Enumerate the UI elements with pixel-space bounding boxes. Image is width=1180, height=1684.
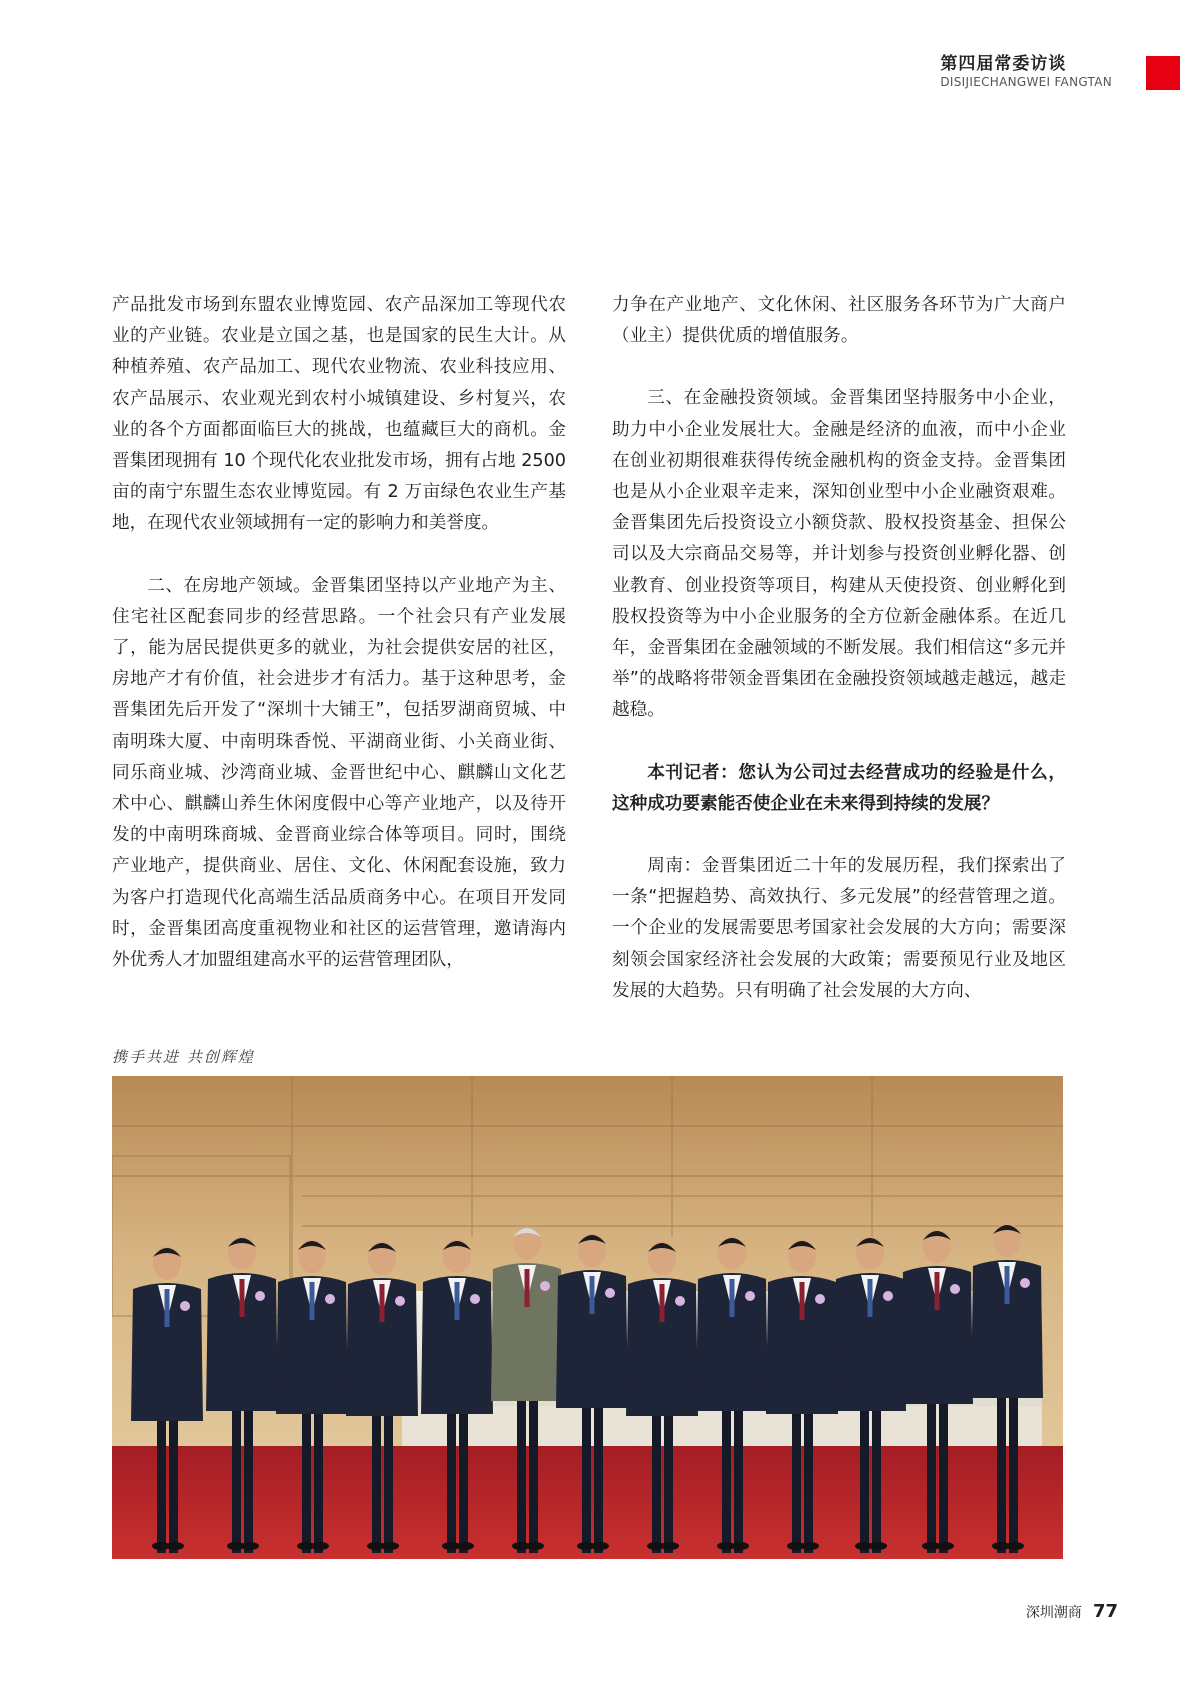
- section-header-text: [940, 54, 1112, 90]
- section-subtitle: DISIJIECHANGWEI FANGTAN: [940, 75, 1112, 89]
- paragraph: 力争在产业地产、文化休闲、社区服务各环节为广大商户（业主）提供优质的增值服务。: [612, 295, 1066, 347]
- paragraph: 三、在金融投资领域。金晋集团坚持服务中小企业，助力中小企业发展壮大。金融是经济的血液，而中小企业在创业初期很难获得传统金融机构的资金支持。金晋集团也是从小企业艰辛走来，深知创业型中小企业融资艰难。金晋集团先后投资设立小额贷款、股权投资基金、担保公司以及大宗商品交易等，并计划参与投资创业孵化器、创业教育、创业投资等项目，构建从天使投资、创业孵化到股权投资等为中小企业服务的全方位新金融体系。在近几年，金晋集团在金融领域的不断发展。我们相信这“多元并举”的战略将带领金晋集团在金融投资领域越走越远，越走越稳。: [612, 388, 1066, 721]
- page-number: 77: [1092, 1601, 1118, 1622]
- article-left-column: [112, 290, 566, 976]
- section-color-block: [1146, 56, 1180, 90]
- article-right-column: [612, 290, 1066, 1007]
- magazine-name: 深圳潮商: [1025, 1605, 1082, 1621]
- interview-answer: 周南：金晋集团近二十年的发展历程，我们探索出了一条“把握趋势、高效执行、多元发展”的经营管理之道。一个企业的发展需要思考国家社会发展的大方向；需要深刻领会国家经济社会发展的大政策；需要预见行业及地区发展的大趋势。只有明确了社会发展的大方向、: [612, 856, 1066, 1001]
- paragraph: 二、在房地产领域。金晋集团坚持以产业地产为主、住宅社区配套同步的经营思路。一个社会只有产业发展了，能为居民提供更多的就业，为社会提供安居的社区，房地产才有价值，社会进步才有活力。基于这种思考，金晋集团先后开发了“深圳十大铺王”，包括罗湖商贸城、中南明珠大厦、中南明珠香悦、平湖商业街、小关商业街、同乐商业城、沙湾商业城、金晋世纪中心、麒麟山文化艺术中心、麒麟山养生休闲度假中心等产业地产，以及待开发的中南明珠商城、金晋商业综合体等项目。同时，围绕产业地产，提供商业、居住、文化、休闲配套设施，致力为客户打造现代化高端生活品质商务中心。在项目开发同时，金晋集团高度重视物业和社区的运营管理，邀请海内外优秀人才加盟组建高水平的运营管理团队，: [112, 575, 566, 971]
- section-title: 第四届常委访谈: [940, 54, 1067, 74]
- interview-question: 本刊记者：您认为公司过去经营成功的经验是什么，这种成功要素能否使企业在未来得到持续的发展？: [612, 762, 1066, 814]
- paragraph: 产品批发市场到东盟农业博览园、农产品深加工等现代农业的产业链。农业是立国之基，也是国家的民生大计。从种植养殖、农产品加工、现代农业物流、农业科技应用、农产品展示、农业观光到农村小城镇建设、乡村复兴，农业的各个方面都面临巨大的挑战，也蕴藏巨大的商机。金晋集团现拥有 10 个现代化农业批发市场，拥有占地 2500 亩的南宁东盟生态农业博览园。有 2 万亩绿色农业生产基地，在现代农业领域拥有一定的影响力和美誉度。: [112, 295, 566, 534]
- page-footer: [1026, 1601, 1118, 1622]
- group-photo: [112, 1076, 1063, 1559]
- photo-caption: 携手共进 共创辉煌: [112, 1048, 255, 1066]
